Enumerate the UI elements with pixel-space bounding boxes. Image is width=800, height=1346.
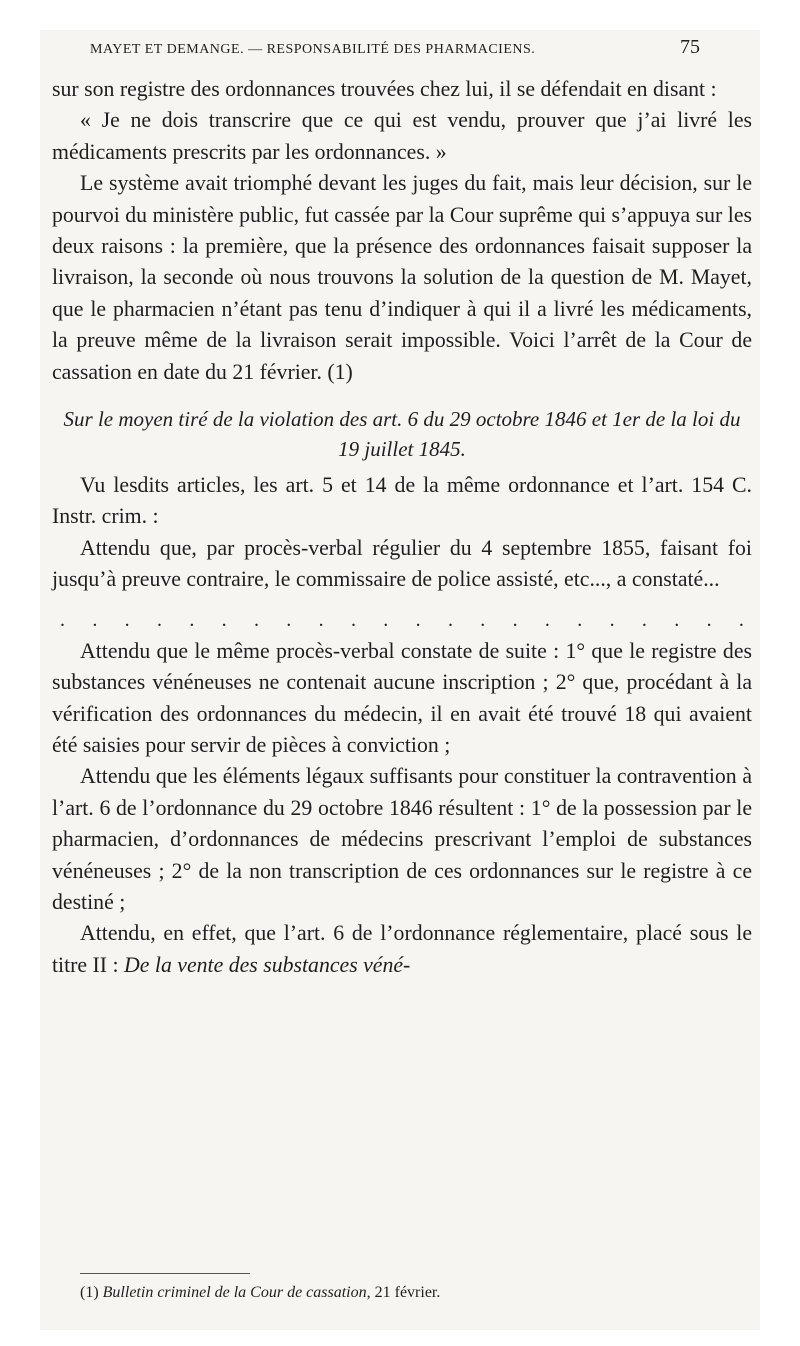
- dot: .: [674, 608, 680, 631]
- dot: .: [350, 608, 356, 631]
- dot: .: [383, 608, 389, 631]
- dot: .: [415, 608, 421, 631]
- dot: .: [544, 608, 550, 631]
- paragraph: Attendu que le même procès-verbal constate de suite : 1° que le registre des substances vénéneuses ne contenait aucune inscription ; 2° que, procédant à la vérification des ordonnances du médecin, il en avait été trouvé 18 qui avaient été saisies pour servir de pièces à conviction ;: [52, 638, 752, 757]
- running-title: MAYET ET DEMANGE. — RESPONSABILITÉ DES PHARMACIENS.: [90, 42, 536, 57]
- dot: .: [189, 608, 195, 631]
- dot: .: [480, 608, 486, 631]
- dot: .: [641, 608, 647, 631]
- ellipsis-line: [52, 608, 752, 632]
- dot: .: [221, 608, 227, 631]
- footnote-source: Bulletin criminel de la Cour de cassation: [102, 1284, 367, 1301]
- dot: .: [156, 608, 162, 631]
- dot: .: [253, 608, 259, 631]
- dot: .: [124, 608, 130, 631]
- footnote: [80, 1282, 700, 1304]
- paragraph: « Je ne dois transcrire que ce qui est vendu, prouver que j’ai livré les médicaments prescrits par les ordonnances. »: [52, 108, 752, 164]
- book-page: [40, 30, 760, 1330]
- dot: .: [60, 608, 65, 631]
- page-number: 75: [680, 36, 700, 58]
- paragraph-text: Attendu, en effet, que l’art. 6 de l’ordonnance réglementaire, placé sous le titre II :: [52, 921, 752, 977]
- dot: .: [609, 608, 615, 631]
- running-head: [90, 36, 700, 59]
- section-heading: Sur le moyen tiré de la violation des art. 6 du 29 octobre 1846 et 1er de la loi du 19 juillet 1845.: [63, 407, 741, 462]
- body-text: [52, 74, 752, 981]
- dot: .: [738, 608, 744, 631]
- dot: .: [286, 608, 292, 631]
- paragraph: Le système avait triomphé devant les juges du fait, mais leur décision, sur le pourvoi du ministère public, fut cassée par la Cour suprême qui s’appuya sur les deux raisons : la première, que la présence des ordonnances faisait supposer la livraison, la seconde où nous trouvons la solution de la question de M. Mayet, que le pharmacien n’étant pas tenu d’indiquer à qui il a livré les médicaments, la preuve même de la livraison serait impossible. Voici l’arrêt de la Cour de cassation en date du 21 février. (1): [52, 171, 752, 384]
- dot: .: [92, 608, 98, 631]
- footnote-marker: (1): [80, 1284, 103, 1301]
- footnote-rule: [80, 1273, 250, 1274]
- footnote-text: , 21 février.: [366, 1284, 441, 1301]
- paragraph: Attendu que les éléments légaux suffisants pour constituer la contravention à l’art. 6 de l’ordonnance du 29 octobre 1846 résultent : 1° de la possession par le pharmacien, d’ordonnances de médecins prescrivant l’emploi de substances vénéneuses ; 2° de la non transcription de ces ordonnances sur le registre à ce destiné ;: [52, 764, 752, 914]
- dot: .: [447, 608, 453, 631]
- dot: .: [318, 608, 324, 631]
- paragraph-italic-tail: De la vente des substances véné-: [124, 952, 411, 977]
- dot: .: [577, 608, 583, 631]
- paragraph: [52, 918, 752, 981]
- paragraph: Vu lesdits articles, les art. 5 et 14 de la même ordonnance et l’art. 154 C. Instr. crim. :: [52, 473, 752, 529]
- paragraph: sur son registre des ordonnances trouvées chez lui, il se défendait en disant :: [52, 77, 717, 101]
- dot: .: [512, 608, 518, 631]
- paragraph: Attendu que, par procès-verbal régulier du 4 septembre 1855, faisant foi jusqu’à preuve contraire, le commissaire de police assisté, etc..., a constaté...: [52, 535, 752, 592]
- dot: .: [706, 608, 712, 631]
